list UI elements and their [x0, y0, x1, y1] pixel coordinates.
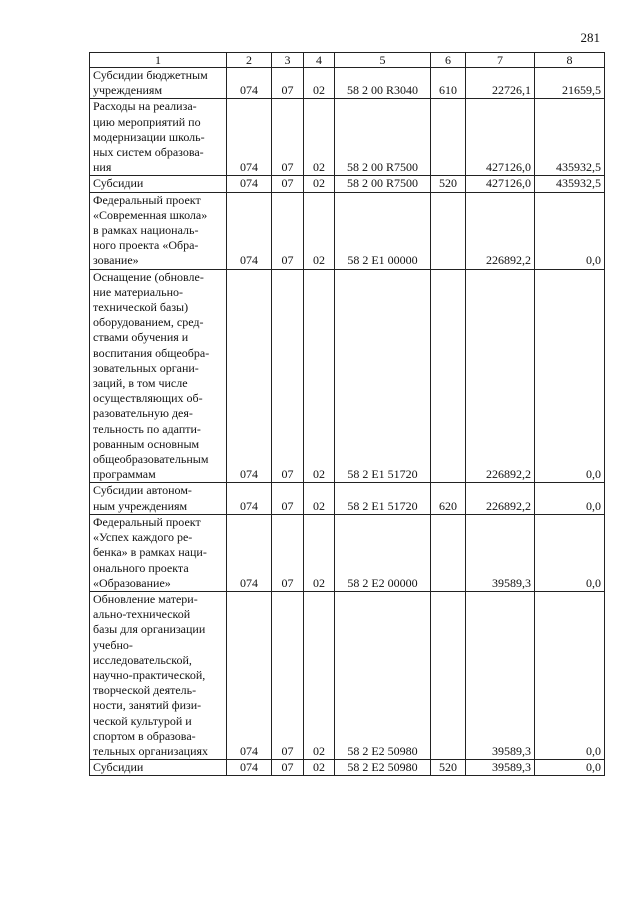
target-article-code: 58 2 00 R7500	[335, 99, 431, 176]
expense-type-code	[431, 514, 466, 591]
amount-year-1: 226892,2	[466, 269, 535, 483]
section-code: 07	[272, 192, 304, 269]
section-code: 07	[272, 483, 304, 514]
target-article-code: 58 2 E1 51720	[335, 483, 431, 514]
section-code: 07	[272, 176, 304, 192]
row-name: Субсидии	[90, 760, 227, 776]
amount-year-1: 39589,3	[466, 591, 535, 759]
header-cell: 1	[90, 53, 227, 68]
ministry-code: 074	[227, 483, 272, 514]
row-name: Федеральный проект «Успех каждого ре- бенка» в рамках наци- онального проекта «Образование»	[90, 514, 227, 591]
ministry-code: 074	[227, 760, 272, 776]
table-row	[90, 99, 605, 176]
header-cell: 7	[466, 53, 535, 68]
row-name: Субсидии бюджетным учреждениям	[90, 68, 227, 99]
amount-year-2: 0,0	[535, 514, 605, 591]
subsection-code: 02	[304, 176, 335, 192]
amount-year-2: 0,0	[535, 591, 605, 759]
header-cell: 8	[535, 53, 605, 68]
header-row	[90, 53, 605, 68]
subsection-code: 02	[304, 760, 335, 776]
table-row	[90, 68, 605, 99]
page-number: 281	[580, 30, 600, 45]
table-row	[90, 176, 605, 192]
ministry-code: 074	[227, 269, 272, 483]
row-name: Расходы на реализа- цию мероприятий по модернизации школь- ных систем образова- ния	[90, 99, 227, 176]
row-name: Федеральный проект «Современная школа» в рамках националь- ного проекта «Обра- зование»	[90, 192, 227, 269]
table-row	[90, 760, 605, 776]
header-cell: 2	[227, 53, 272, 68]
section-code: 07	[272, 514, 304, 591]
header-cell: 4	[304, 53, 335, 68]
table-row	[90, 192, 605, 269]
amount-year-1: 39589,3	[466, 760, 535, 776]
target-article-code: 58 2 00 R3040	[335, 68, 431, 99]
ministry-code: 074	[227, 99, 272, 176]
subsection-code: 02	[304, 269, 335, 483]
expense-type-code: 520	[431, 760, 466, 776]
amount-year-2: 0,0	[535, 760, 605, 776]
subsection-code: 02	[304, 68, 335, 99]
ministry-code: 074	[227, 192, 272, 269]
section-code: 07	[272, 591, 304, 759]
header-cell: 5	[335, 53, 431, 68]
table-row	[90, 591, 605, 759]
ministry-code: 074	[227, 514, 272, 591]
ministry-code: 074	[227, 68, 272, 99]
section-code: 07	[272, 99, 304, 176]
expense-type-code: 520	[431, 176, 466, 192]
amount-year-1: 226892,2	[466, 192, 535, 269]
amount-year-1: 39589,3	[466, 514, 535, 591]
amount-year-2: 0,0	[535, 483, 605, 514]
amount-year-2: 435932,5	[535, 99, 605, 176]
amount-year-1: 427126,0	[466, 176, 535, 192]
subsection-code: 02	[304, 591, 335, 759]
amount-year-2: 435932,5	[535, 176, 605, 192]
table-row	[90, 269, 605, 483]
header-cell: 6	[431, 53, 466, 68]
row-name: Обновление матери- ально-технической базы для организации учебно- исследовательской, научно-практической, творческой деятель- ности, занятий физи- ческой культурой и спортом в образова- тельных организациях	[90, 591, 227, 759]
ministry-code: 074	[227, 176, 272, 192]
target-article-code: 58 2 00 R7500	[335, 176, 431, 192]
expense-type-code	[431, 99, 466, 176]
section-code: 07	[272, 760, 304, 776]
expense-type-code	[431, 192, 466, 269]
target-article-code: 58 2 E2 00000	[335, 514, 431, 591]
header-cell: 3	[272, 53, 304, 68]
subsection-code: 02	[304, 99, 335, 176]
target-article-code: 58 2 E2 50980	[335, 760, 431, 776]
amount-year-1: 22726,1	[466, 68, 535, 99]
ministry-code: 074	[227, 591, 272, 759]
table-row	[90, 483, 605, 514]
subsection-code: 02	[304, 514, 335, 591]
expense-type-code	[431, 591, 466, 759]
amount-year-2: 21659,5	[535, 68, 605, 99]
section-code: 07	[272, 68, 304, 99]
subsection-code: 02	[304, 192, 335, 269]
expense-type-code	[431, 269, 466, 483]
row-name: Субсидии автоном- ным учреждениям	[90, 483, 227, 514]
expense-type-code: 620	[431, 483, 466, 514]
amount-year-2: 0,0	[535, 192, 605, 269]
section-code: 07	[272, 269, 304, 483]
target-article-code: 58 2 E2 50980	[335, 591, 431, 759]
amount-year-1: 427126,0	[466, 99, 535, 176]
amount-year-2: 0,0	[535, 269, 605, 483]
target-article-code: 58 2 E1 00000	[335, 192, 431, 269]
amount-year-1: 226892,2	[466, 483, 535, 514]
budget-table	[89, 52, 605, 776]
row-name: Субсидии	[90, 176, 227, 192]
target-article-code: 58 2 E1 51720	[335, 269, 431, 483]
subsection-code: 02	[304, 483, 335, 514]
table-row	[90, 514, 605, 591]
row-name: Оснащение (обновле- ние материально- технической базы) оборудованием, сред- ствами обучения и воспитания общеобра- зовательных органи- заций, в том числе осуществляющих об- разовательную дея- тельность по адапти- рованным основным общеобразовательным программам	[90, 269, 227, 483]
expense-type-code: 610	[431, 68, 466, 99]
